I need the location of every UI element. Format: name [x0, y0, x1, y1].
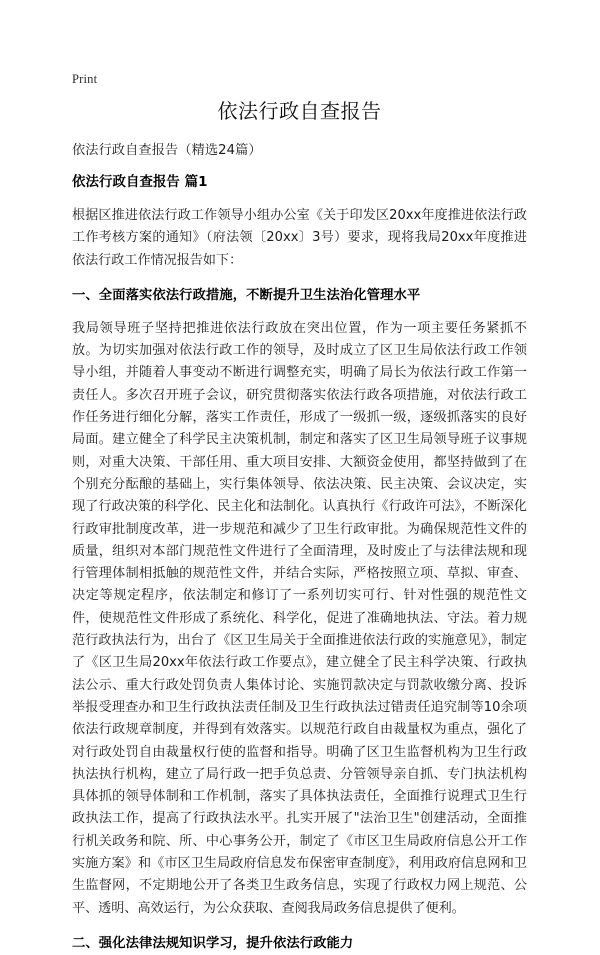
paragraph-intro: 根据区推进依法行政工作领导小组办公室《关于印发区20xx年度推进依法行政工作考核方案的通知》（府法领〔20xx〕3号）要求，现将我局20xx年度推进依法行政工作情况报告如下： [72, 208, 527, 268]
section-heading-two: 二、强化法律法规知识学习，提升依法行政能力 [72, 935, 354, 951]
print-toolbar [0, 0, 600, 86]
piece-heading: 依法行政自查报告 篇1 [72, 175, 208, 190]
paragraph-section-one-body: 我局领导班子坚持把推进依法行政放在突出位置，作为一项主要任务紧抓不放。为切实加强对依法行政工作的领导，及时成立了区卫生局依法行政工作领导小组，并随着人事变动不断进行调整充实，明确了局长为依法行政工作第一责任人。多次召开班子会议，研究贯彻落实依法行政各项措施，对依法行政工作任务进行细化分解，落实工作责任，形成了一级抓一级，逐级抓落实的良好局面。建立健全了科学民主决策机制，制定和落实了区卫生局领导班子议事规则，对重大决策、干部任用、重大项目安排、大额资金使用，都坚持做到了在个别充分酝酿的基础上，实行集体领导、依法决策、民主决策、会议决定，实现了行政决策的科学化、民主化和法制化。认真执行《行政许可法》，不断深化行政审批制度改革，进一步规范和减少了卫生行政审批。为确保规范性文件的质量，组织对本部门规范性文件进行了全面清理，及时废止了与法律法规和现行管理体制相抵触的规范性文件，并结合实际，严格按照立项、草拟、审查、决定等规定程序，依法制定和修订了一系列切实可行、针对性强的规范性文件，使规范性文件形成了系统化、科学化，促进了准确地执法、守法。着力规范行政执法行为，出台了《区卫生局关于全面推进依法行政的实施意见》，制定了《区卫生局20xx年依法行政工作要点》，建立健全了民主科学决策、行政执法公示、重大行政处罚负责人集体讨论、实施罚款决定与罚款收缴分离、投诉举报受理查办和卫生行政执法责任制及卫生行政执法过错责任追究制等10余项依法行政规章制度，并得到有效落实。以规范行政自由裁量权为重点，强化了对行政处罚自由裁量权行使的监督和指导。明确了区卫生监督机构为卫生行政执法执行机构，建立了局行政一把手负总责、分管领导亲自抓、专门执法机构具体抓的领导体制和工作机制，落实了具体执法责任，全面推行说理式卫生行政执法工作，提高了行政执法水平。扎实开展了"法治卫生"创建活动，全面推行机关政务和院、所、中心事务公开，制定了《市区卫生局政府信息公开工作实施方案》和《市区卫生局政府信息发布保密审查制度》，利用政府信息网和卫生监督网，不定期地公开了各类卫生政务信息，实现了行政权力网上规范、公平、透明、高效运行，为公众获取、查阅我局政务信息提供了便利。 [72, 320, 527, 916]
document-subtitle: 依法行政自查报告（精选24篇） [72, 143, 262, 158]
document-content [0, 96, 600, 955]
section-heading-one: 一、全面落实依法行政措施，不断提升卫生法治化管理水平 [72, 287, 421, 303]
print-button[interactable]: Print [72, 72, 98, 86]
page-title: 依法行政自查报告 [217, 99, 382, 123]
